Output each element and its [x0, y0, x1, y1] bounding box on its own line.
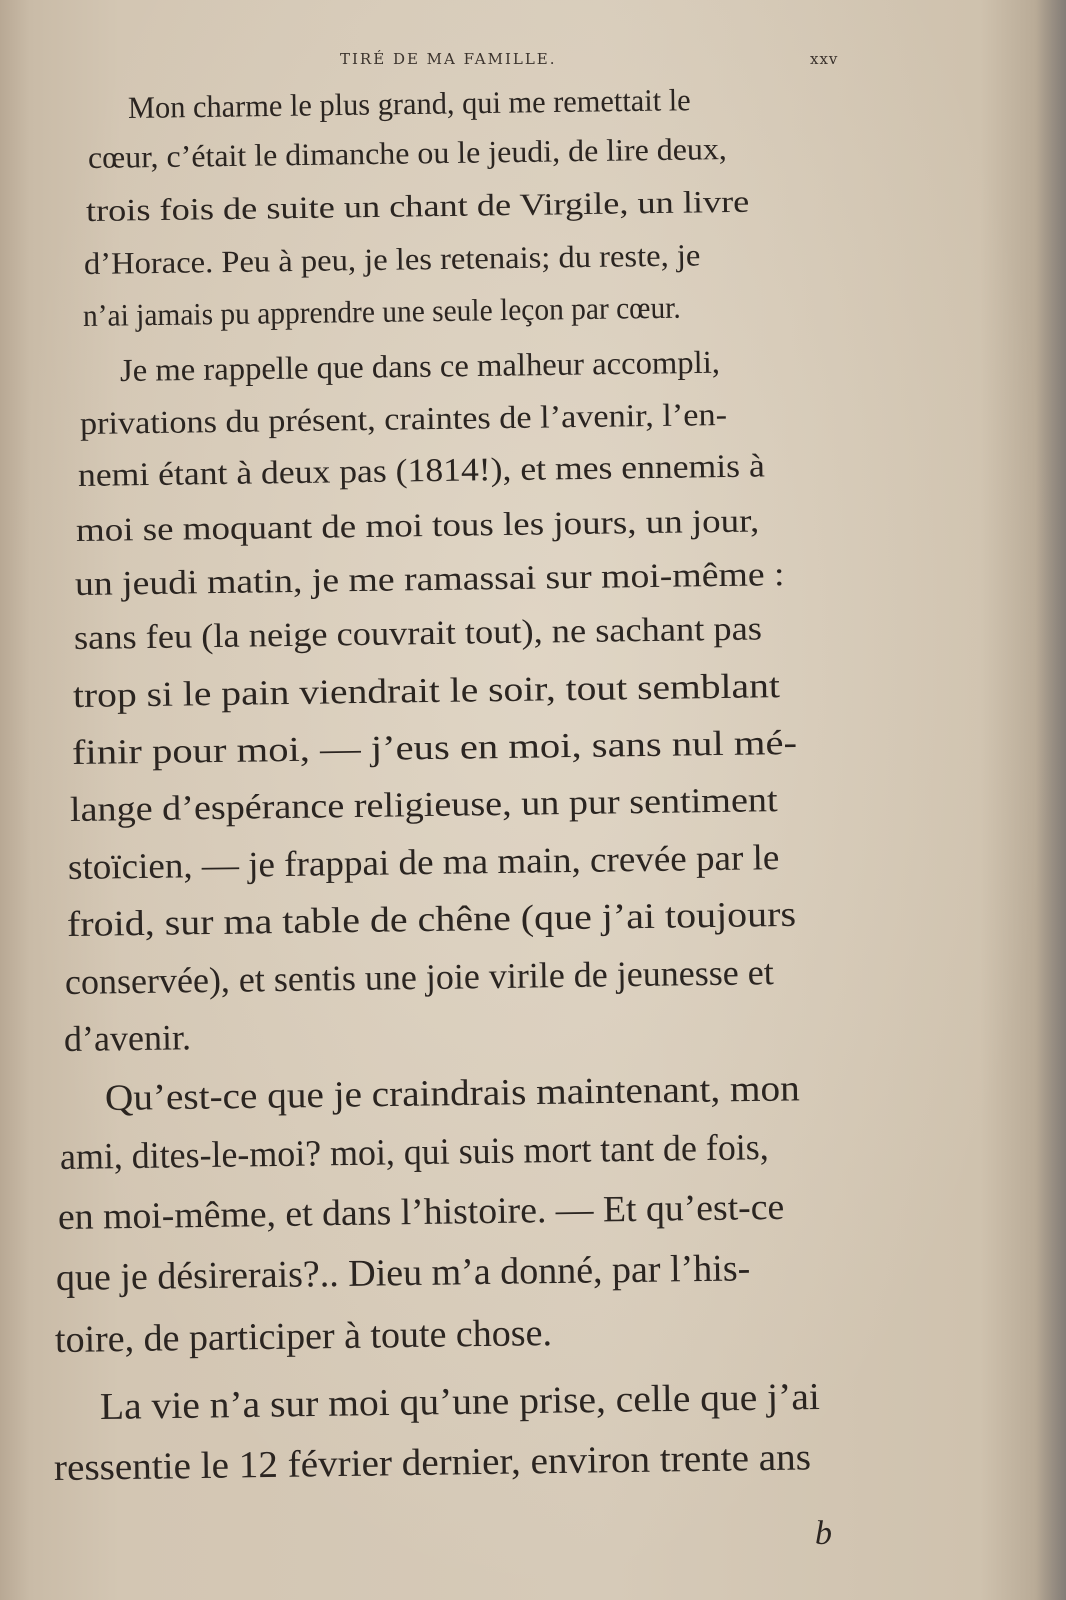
text-line: n’ai jamais pu apprendre une seule leçon par cœur. — [82, 289, 681, 333]
text-line: d’Horace. Peu à peu, je les retenais; du reste, je — [83, 237, 701, 281]
text-line: stoïcien, — je frappai de ma main, crevée par le — [67, 837, 780, 887]
text-line: trop si le pain viendrait le soir, tout semblant — [72, 666, 781, 715]
text-line: froid, sur ma table de chêne (que j’ai toujours — [66, 893, 797, 944]
text-line: lange d’espérance religieuse, un pur sentiment — [69, 780, 778, 829]
text-line: Mon charme le plus grand, qui me remettait le — [127, 82, 691, 125]
text-line: privations du présent, craintes de l’avenir, l’en- — [79, 395, 728, 441]
text-line: ami, dites-le-moi? moi, qui suis mort tant de fois, — [59, 1127, 769, 1178]
text-line: finir pour moi, — j’eus en moi, sans nul mé- — [71, 722, 798, 772]
page-edge-shadow — [1036, 0, 1066, 1600]
gathering-signature-mark: b — [815, 1515, 832, 1552]
text-line: toire, de participer à toute chose. — [54, 1312, 553, 1361]
text-line: sans feu (la neige couvrait tout), ne sachant pas — [73, 610, 763, 657]
running-head-title: TIRÉ DE MA FAMILLE. — [340, 50, 557, 68]
text-line: conservée), et sentis une joie virile de jeunesse et — [64, 952, 774, 1002]
text-line: en moi-même, et dans l’histoire. — Et qu’est-ce — [57, 1186, 785, 1238]
text-line: nemi étant à deux pas (1814!), et mes ennemis à — [77, 448, 766, 494]
text-line: moi se moquant de moi tous les jours, un jour, — [75, 503, 760, 549]
text-line: trois fois de suite un chant de Virgile, un livre — [85, 183, 750, 228]
text-line: Je me rappelle que dans ce malheur accompli, — [119, 343, 721, 388]
text-line: Qu’est-ce que je craindrais maintenant, mon — [104, 1068, 801, 1119]
text-line: ressentie le 12 février dernier, environ trente ans — [53, 1436, 812, 1489]
text-line: cœur, c’était le dimanche ou le jeudi, de lire deux, — [87, 131, 728, 175]
text-line: un jeudi matin, je me ramassai sur moi-même : — [74, 556, 785, 603]
text-line: d’avenir. — [63, 1017, 192, 1059]
text-line: La vie n’a sur moi qu’une prise, celle que j’ai — [99, 1375, 821, 1428]
text-line: que je désirerais?.. Dieu m’a donné, par l’his- — [55, 1247, 751, 1299]
page-number: xxv — [810, 50, 839, 68]
